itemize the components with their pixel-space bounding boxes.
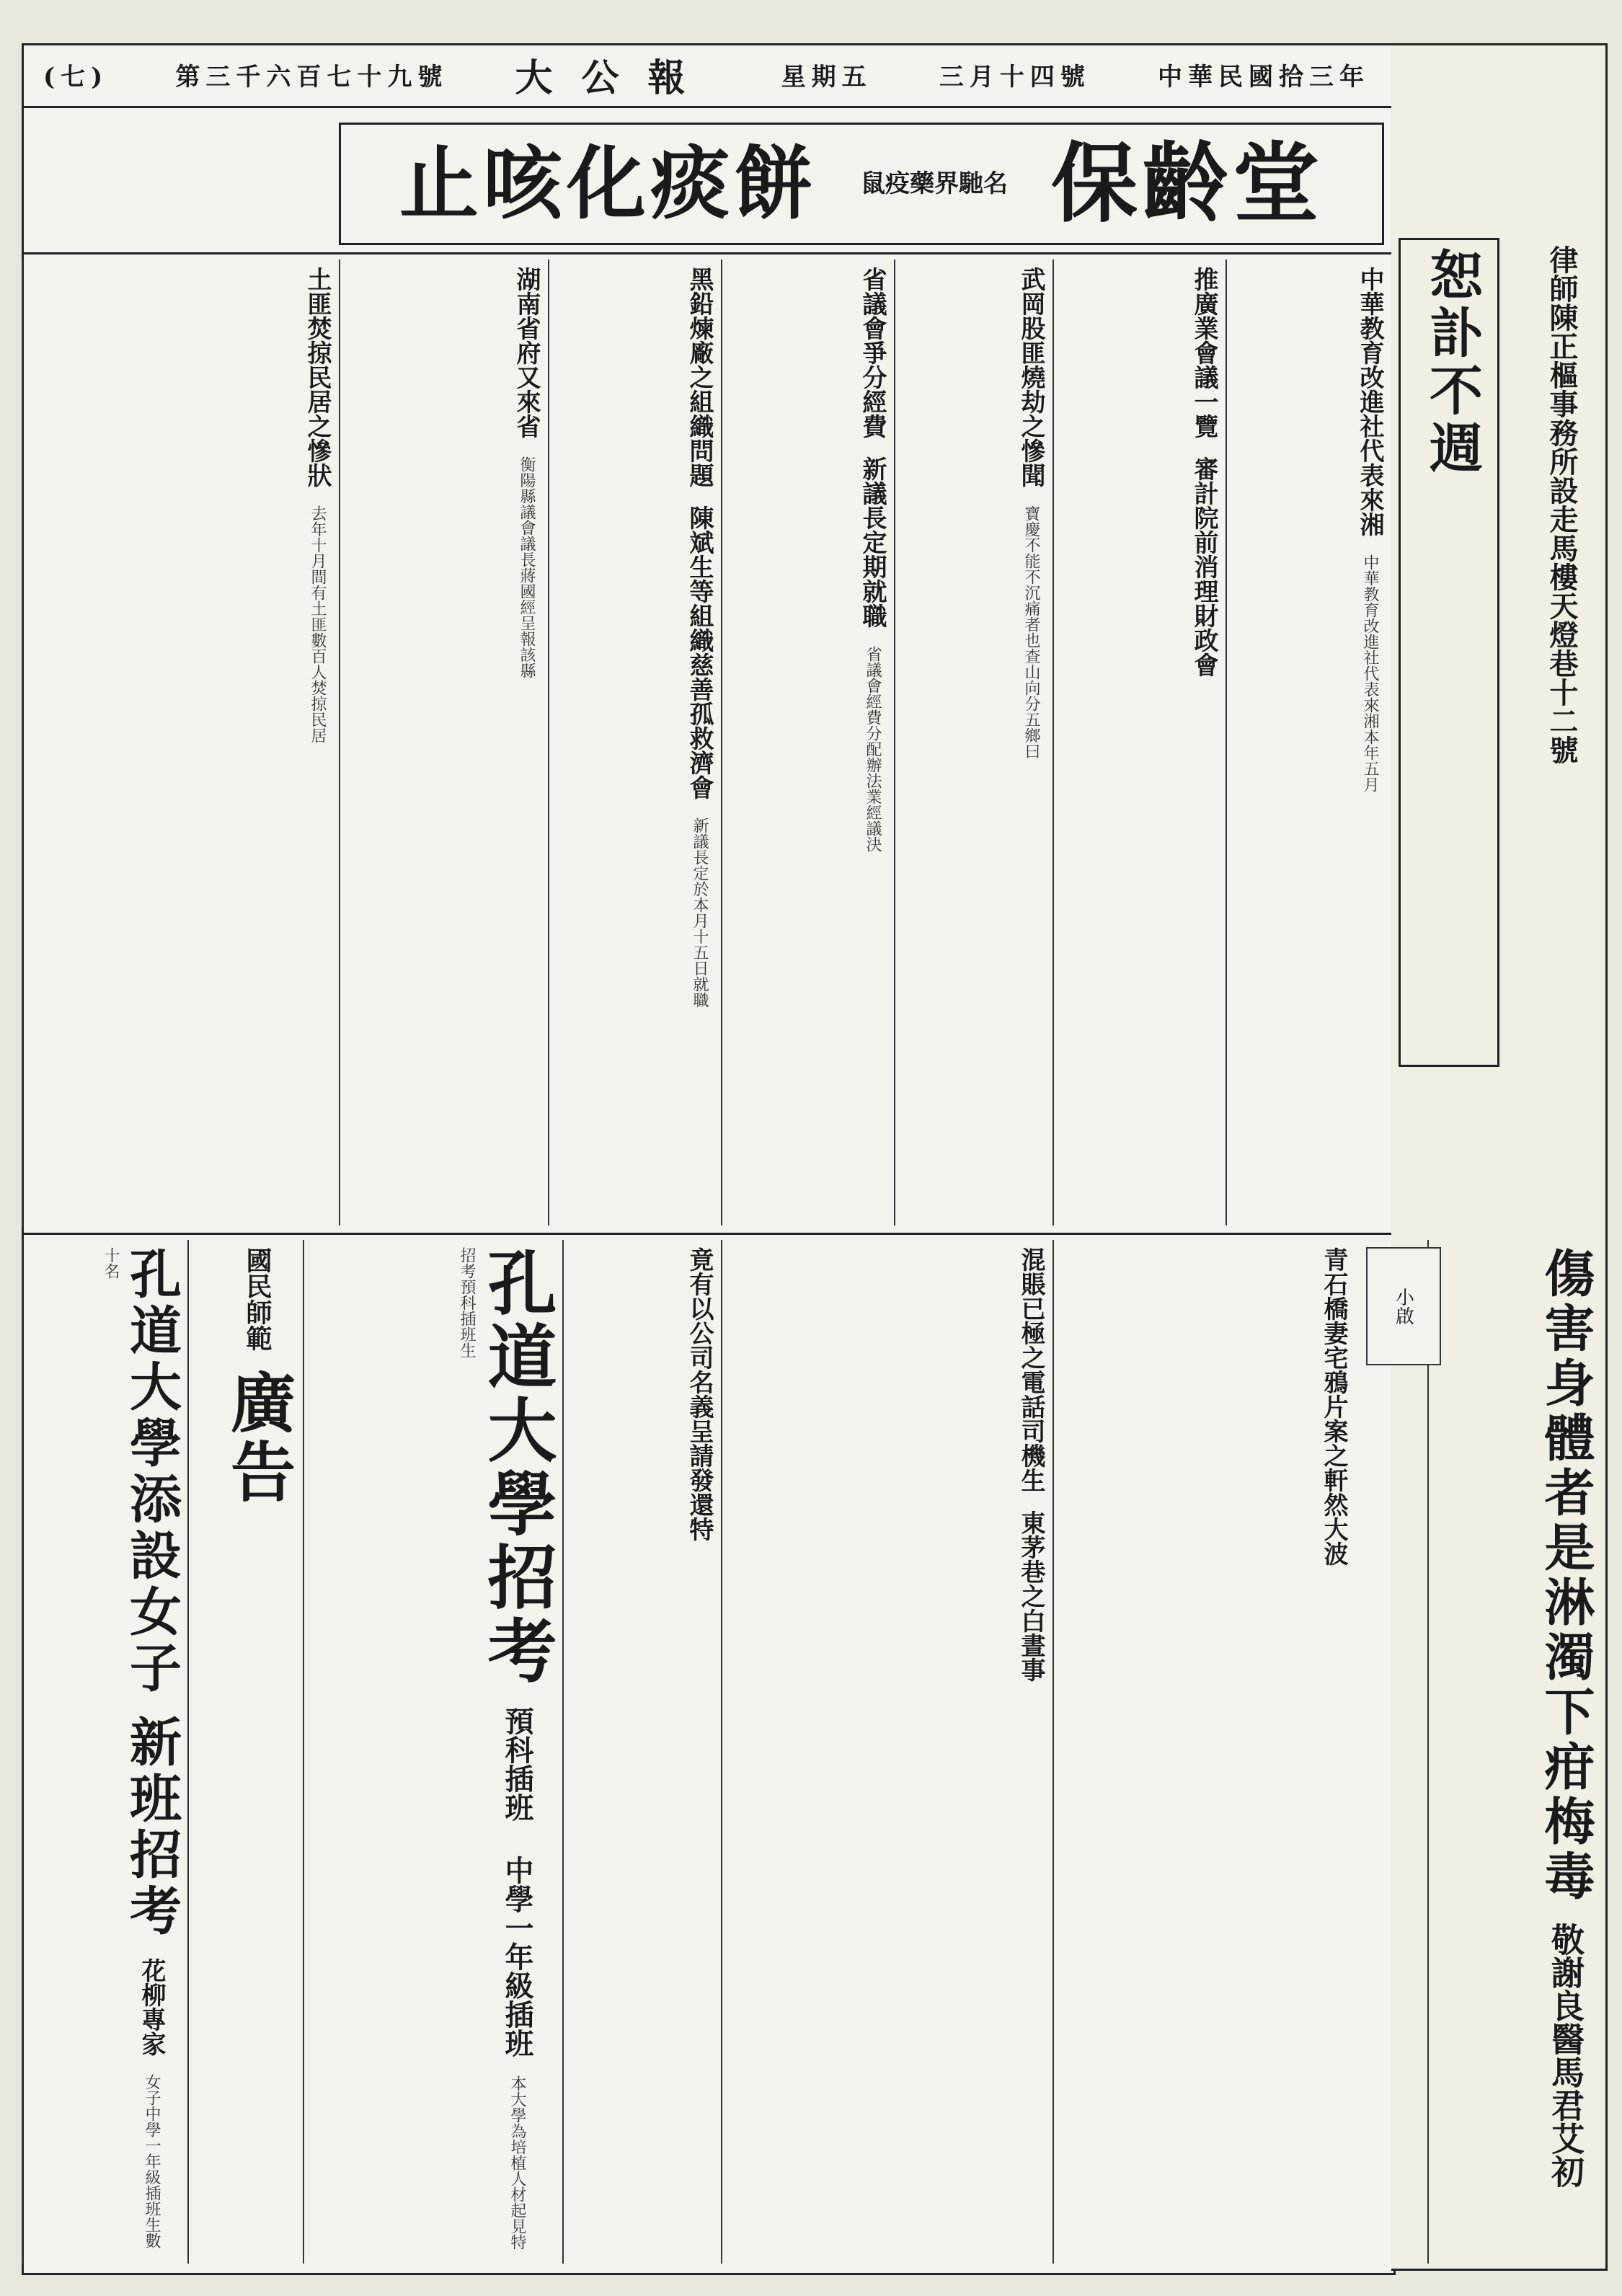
snippet-f: 新議長定於本月十五日就職 <box>691 817 709 1008</box>
issue-number: 第三千六百七十九號 <box>175 63 448 92</box>
weekday: 星期五 <box>781 63 872 92</box>
pharmacy-ad <box>339 123 1384 245</box>
article-col-10 <box>562 1240 721 2264</box>
paper-name: 大公報 <box>515 56 714 100</box>
article-col-9 <box>721 1240 1052 2264</box>
pharmacy-sub: 止咳化痰餅 <box>399 137 817 230</box>
pharmacy-title: 保齡堂 <box>1051 133 1324 234</box>
article-col-4 <box>721 260 894 1225</box>
snippet-d: 去年十月間有土匪數百人焚掠民居 <box>309 505 327 743</box>
article-col-6 <box>339 260 548 1225</box>
article-col-3 <box>894 260 1052 1225</box>
headline-6: 新議長定期就職 <box>858 456 887 628</box>
headline-7: 黑鉛煉廠之組織問題 <box>685 267 714 487</box>
snippet-a: 寶慶不能不沉痛者也查山向分五鄉曰 <box>1022 505 1040 759</box>
article-col-1 <box>1226 260 1391 1225</box>
rule-top <box>22 252 1391 254</box>
lawyer-firm: 律師陳正樞事務所設走馬樓天燈巷十二號 <box>1545 245 1579 764</box>
women-ad <box>22 1240 187 2264</box>
univ-title: 孔道大學招考 <box>477 1247 558 1688</box>
univ-women-title: 孔道大學添設女子 <box>121 1247 182 1697</box>
advert-col <box>187 1240 303 2264</box>
article-col-2 <box>1052 260 1226 1225</box>
article-col-7 <box>22 260 339 1225</box>
date-left: 中華民國拾三年 <box>1157 63 1370 92</box>
small-notice-box <box>1366 1247 1441 1365</box>
advert-label: 廣告 <box>219 1369 296 1507</box>
lawyer-firm-col <box>1427 238 1586 1067</box>
rule-mid <box>22 1233 1391 1235</box>
masthead <box>22 43 1391 108</box>
snippet-g: 本大學為培植人材起見特招考預科插班生 <box>458 1247 526 2250</box>
university-ad <box>303 1240 562 2264</box>
headline-10: 土匪焚掠民居之慘狀 <box>303 267 332 487</box>
new-class: 新班招考 <box>121 1715 182 1940</box>
headline-8: 陳斌生等組織慈善孤救濟會 <box>685 505 714 799</box>
flower-house: 花柳專家 <box>137 1958 166 2056</box>
snippet-e: 省議會經費分配辦法業經議決 <box>864 646 882 852</box>
headline-1: 中華教育改進社代表來湘 <box>1355 267 1384 536</box>
snippet-c: 中華教育改進社代表來湘本年五月 <box>1361 554 1379 792</box>
article-col-8 <box>1052 1240 1355 2264</box>
doctor-name: 敬謝良醫馬君艾初 <box>1546 1923 1585 2188</box>
univ-sub: 預科插班 中學一年級插班 <box>500 1706 534 2057</box>
medicine-ad <box>1427 1240 1600 2264</box>
national-school: 國民師範 <box>242 1247 272 1351</box>
headline-14: 竟有以公司名義呈請發還特 <box>685 1247 714 1541</box>
headline-2: 推廣業會議一覽 <box>1189 267 1218 438</box>
medicine-title: 傷害身體者是淋濁下疳梅毒 <box>1536 1247 1596 1905</box>
headline-13: 東茅巷之白晝事 <box>1016 1510 1045 1682</box>
lawyer-title: 恕訃不週 <box>1421 247 1483 478</box>
pharmacy-note: 鼠疫藥界馳名 <box>861 169 1008 198</box>
page-number: (七) <box>43 63 109 92</box>
date-mid: 三月十四號 <box>939 63 1091 92</box>
small-notice: 小啟 <box>1392 1287 1414 1325</box>
snippet-h: 女子中學一年級插班生數十名 <box>102 1247 161 2248</box>
headline-11: 青石橋妻宅鴉片案之軒然大波 <box>1319 1247 1348 1566</box>
headline-5: 省議會爭分經費 <box>858 267 887 438</box>
headline-12: 混賬已極之電話司機生 <box>1016 1247 1045 1492</box>
article-col-5 <box>548 260 721 1225</box>
headline-3: 審計院前消理財政會 <box>1189 456 1218 677</box>
headline-4: 武岡股匪燒劫之慘聞 <box>1016 267 1045 487</box>
snippet-b: 衡陽縣議會議長蔣國經呈報該縣 <box>518 456 536 678</box>
headline-9: 湖南省府又來省 <box>512 267 541 438</box>
